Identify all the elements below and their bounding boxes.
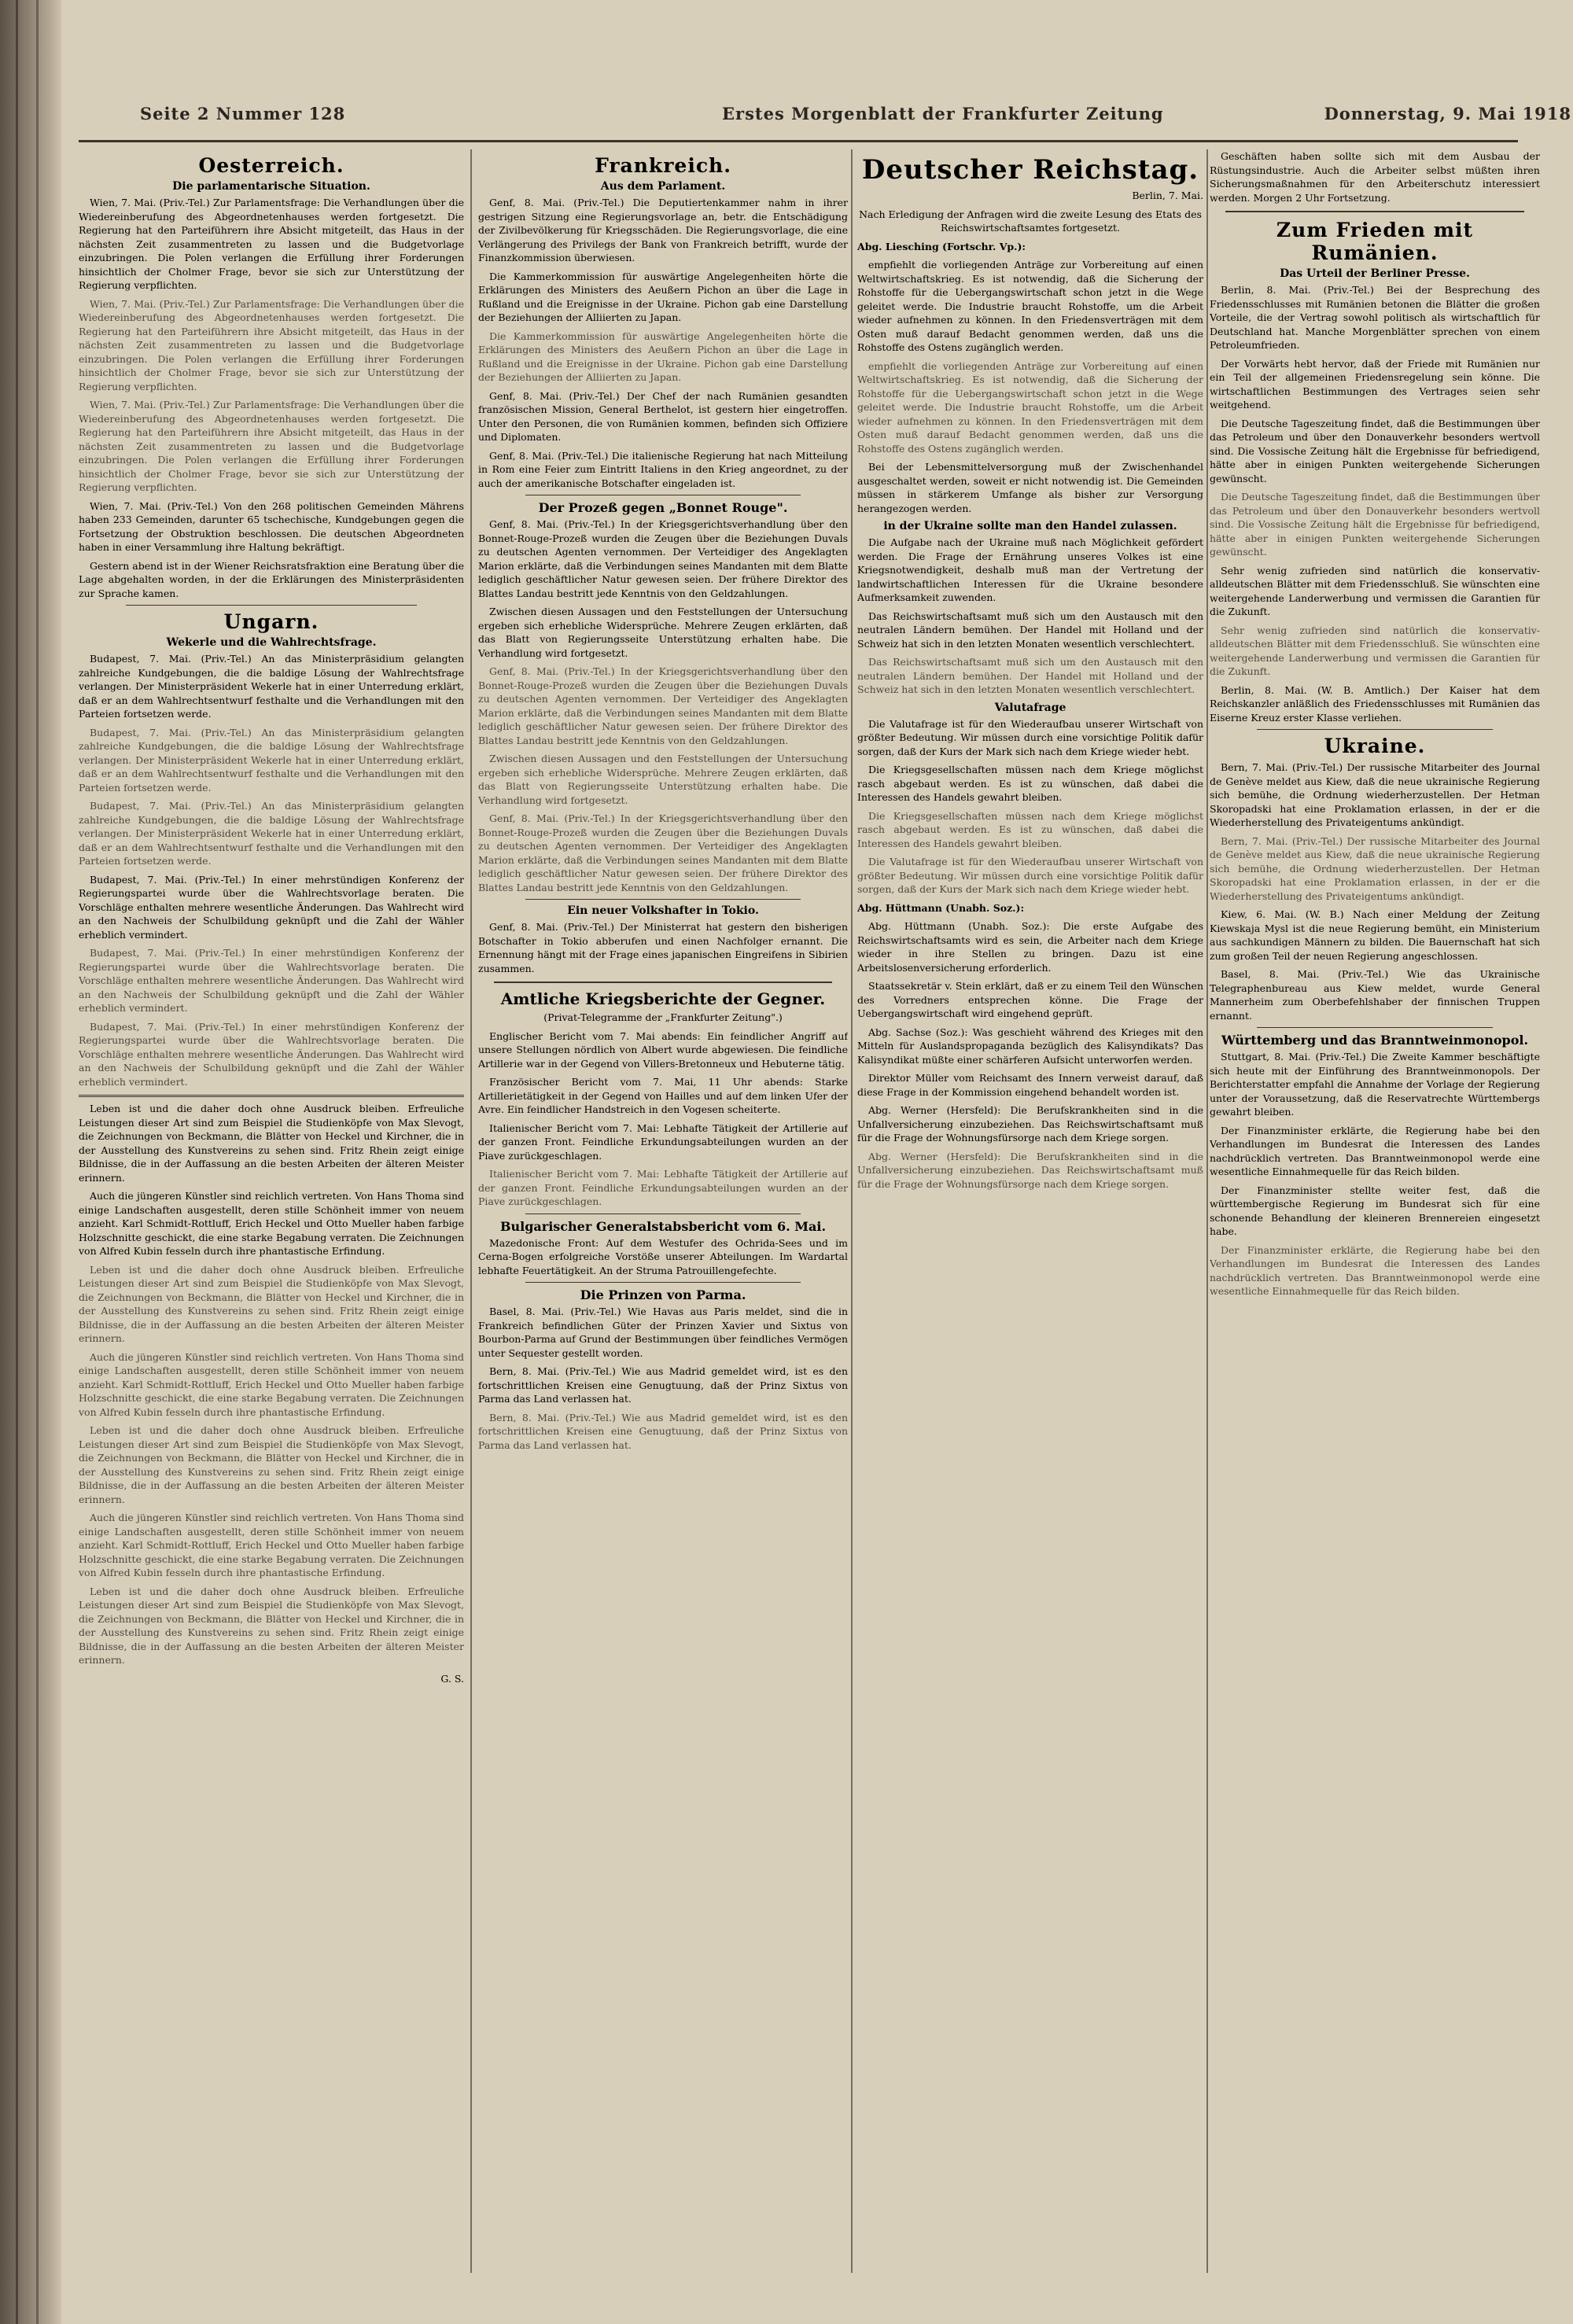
- subheading-prozess: Der Prozeß gegen „Bonnet Rouge".: [538, 500, 788, 515]
- divider: [1225, 211, 1524, 212]
- article-paragraph: Genf, 8. Mai. (Priv.-Tel.) Der Ministerrat hat gestern den bisherigen Botschafter in Tokio abberufen und einen Nachfolger ernannt. Die Ernennung hängt mit der Frage eines japanischen Eingreifens in Sibirien zusammen.: [478, 921, 848, 974]
- section-heading-ukraine: Ukraine.: [1324, 735, 1426, 757]
- article-paragraph: Geschäften haben sollte sich mit dem Ausbau der Rüstungsindustrie. Auch die Arbeiter selbst müßten ihren Sicherungsmaßnahmen für den Arbeiterschutz interessiert werden. Morgen 2 Uhr Fortsetzung.: [1210, 150, 1540, 204]
- subheading: Valutafrage: [994, 701, 1066, 714]
- article-paragraph: Bern, 8. Mai. (Priv.-Tel.) Wie aus Madrid gemeldet wird, ist es den fortschrittlichen Kreisen eine Genugtuung, daß der Prinz Sixtus von Parma das Land verlassen hat.: [478, 1365, 848, 1405]
- article-paragraph: Die Deutsche Tageszeitung findet, daß die Bestimmungen über das Petroleum und über den Donauverkehr besonders wertvoll sind. Die Vossische Zeitung hält die Ergebnisse für befriedigend, hätte aber in einigen Punkten weitergehende Sicherungen gewünscht.: [1210, 491, 1540, 558]
- subheading-kriegsberichte: Amtliche Kriegsberichte der Gegner.: [500, 989, 826, 1008]
- article-paragraph: Genf, 8. Mai. (Priv.-Tel.) Die italienische Regierung hat nach Mitteilung in Rom eine Feier zum Eintritt Italiens in den Krieg angeordnet, zu der auch der amerikanische Botschafter eingeladen ist.: [478, 449, 848, 489]
- article-paragraph: Das Reichswirtschaftsamt muß sich um den Austausch mit den neutralen Ländern bemühen. Der Handel mit Holland und der Schweiz hat sich in den letzten Monaten wesentlich verschlechtert.: [857, 610, 1203, 650]
- divider: [525, 899, 801, 900]
- article-paragraph: empfiehlt die vorliegenden Anträge zur Vorbereitung auf einen Weltwirtschaftskrieg. Es ist notwendig, daß die Sicherung der Rohstoffe für die Uebergangswirtschaft schon jetzt in die Wege geleitet werde. Die Industrie braucht Rohstoffe, um die Arbeit wieder aufnehmen zu können. In den Friedensverträgen mit dem Osten muß darauf Bedacht genommen werden, daß uns die Rohstoffe des Ostens zugänglich werden.: [857, 359, 1203, 455]
- article-paragraph: Genf, 8. Mai. (Priv.-Tel.) In der Kriegsgerichtsverhandlung über den Bonnet-Rouge-Prozeß wurden die Zeugen über die Beziehungen Duvals zu deutschen Agenten vernommen. Der Verteidiger des Angeklagten Marion erklärte, daß die Verbindungen seines Mandanten mit dem Blatte lediglich geschäftlicher Natur gewesen seien. Der frühere Direktor des Blattes Landau bestritt jede Kenntnis von den Geldzahlungen.: [478, 665, 848, 746]
- article-paragraph: Der Finanzminister erklärte, die Regierung habe bei den Verhandlungen im Bundesrat die Interessen des Landes nachdrücklich vertreten. Das Branntweinmonopol werde eine wesentliche Einnahmequelle für das Reich bilden.: [1210, 1124, 1540, 1177]
- article-paragraph: Budapest, 7. Mai. (Priv.-Tel.) An das Ministerpräsidium gelangten zahlreiche Kundgebungen, die die baldige Lösung der Wahlrechtsfrage verlangen. Der Ministerpräsident Wekerle hat in einer Unterredung erklärt, daß er an dem Wahlrechtsentwurf festhalte und die Verhandlungen mit den Parteien fortsetzen werde.: [79, 800, 464, 867]
- article-paragraph: Genf, 8. Mai. (Priv.-Tel.) Die Deputiertenkammer nahm in ihrer gestrigen Sitzung eine Regierungsvorlage an, betr. die Entschädigung der Zivilbevölkerung für Kriegsschäden. Die Regierungsvorlage, die eine Verlängerung des Privilegs der Bank von Frankreich betrifft, wurde der Finanzkommission überwiesen.: [478, 197, 848, 263]
- subheading: in der Ukraine sollte man den Handel zulassen.: [883, 520, 1177, 532]
- binding-edge: [36, 0, 39, 2324]
- article-paragraph: Französischer Bericht vom 7. Mai, 11 Uhr abends: Starke Artillerietätigkeit in der Gegend von Hailles und auf dem linken Ufer der Avre. Ein feindlicher Handstreich in den Vogesen scheiterte.: [478, 1076, 848, 1115]
- subheading: Ein neuer Volkshafter in Tokio.: [567, 904, 759, 917]
- book-binding: [0, 0, 61, 2324]
- column-2: [478, 149, 848, 2273]
- article-paragraph: Genf, 8. Mai. (Priv.-Tel.) In der Kriegsgerichtsverhandlung über den Bonnet-Rouge-Prozeß wurden die Zeugen über die Beziehungen Duvals zu deutschen Agenten vernommen. Der Verteidiger des Angeklagten Marion erklärte, daß die Verbindungen seines Mandanten mit dem Blatte lediglich geschäftlicher Natur gewesen seien. Der frühere Direktor des Blattes Landau bestritt jede Kenntnis von den Geldzahlungen.: [478, 812, 848, 893]
- article-paragraph: Gestern abend ist in der Wiener Reichsratsfraktion eine Beratung über die Lage abgehalten worden, in der die Erklärungen des Ministerpräsidenten zur Sprache kamen.: [79, 559, 464, 599]
- section-heading-ungarn: Ungarn.: [223, 610, 319, 633]
- divider: [525, 1282, 801, 1283]
- article-paragraph: Berlin, 8. Mai. (W. B. Amtlich.) Der Kaiser hat dem Reichskanzler anläßlich des Friedensschlusses mit Rumänien das Eiserne Kreuz erster Klasse verliehen.: [1210, 683, 1540, 724]
- article-paragraph: Die Kriegsgesellschaften müssen nach dem Kriege möglichst rasch abgebaut werden. Es ist zu wünschen, daß dabei die Interessen des Handels gewahrt bleiben.: [857, 764, 1203, 803]
- issue-date: Donnerstag, 9. Mai 1918: [1324, 104, 1571, 123]
- article-paragraph: Basel, 8. Mai. (Priv.-Tel.) Wie das Ukrainische Telegraphenbureau aus Kiew meldet, wurde General Mannerheim zum Oberbefehlshaber der finnischen Truppen ernannt.: [1210, 968, 1540, 1022]
- article-paragraph: Budapest, 7. Mai. (Priv.-Tel.) An das Ministerpräsidium gelangten zahlreiche Kundgebungen, die die baldige Lösung der Wahlrechtsfrage verlangen. Der Ministerpräsident Wekerle hat in einer Unterredung erklärt, daß er an dem Wahlrechtsentwurf festhalte und die Verhandlungen mit den Parteien fortsetzen werde.: [79, 653, 464, 720]
- column-divider: [1206, 149, 1208, 2273]
- subheading: Aus dem Parlament.: [600, 180, 726, 193]
- article-paragraph: Die Kriegsgesellschaften müssen nach dem Kriege möglichst rasch abgebaut werden. Es ist zu wünschen, daß dabei die Interessen des Handels gewahrt bleiben.: [857, 809, 1203, 849]
- article-paragraph: Budapest, 7. Mai. (Priv.-Tel.) In einer mehrstündigen Konferenz der Regierungspartei wurde über die Wahlrechtsvorlage beraten. Die Vorschläge enthalten mehrere wesentliche Änderungen. Das Wahlrecht wird an den Nachweis der Schulbildung geknüpft und die Zahl der Wähler erheblich vermindert.: [79, 1020, 464, 1088]
- article-paragraph: Wien, 7. Mai. (Priv.-Tel.) Von den 268 politischen Gemeinden Mährens haben 233 Gemeinden, darunter 65 tschechische, Kundgebungen gegen die Fortsetzung der Obstruktion beschlossen. Die deutschen Abgeordneten haben in einer Versammlung ihre Haltung bekräftigt.: [79, 499, 464, 553]
- section-heading-frankreich: Frankreich.: [595, 154, 731, 177]
- article-paragraph: Das Reichswirtschaftsamt muß sich um den Austausch mit den neutralen Ländern bemühen. Der Handel mit Holland und der Schweiz hat sich in den letzten Monaten wesentlich verschlechtert.: [857, 656, 1203, 695]
- feuilleton: [79, 1095, 464, 1685]
- article-paragraph: Staatssekretär v. Stein erklärt, daß er zu einem Teil den Wünschen des Vorredners entsprechen könne. Die Frage der Uebergangswirtschaft wird eingehend geprüft.: [857, 980, 1203, 1019]
- dateline: Berlin, 7. Mai.: [1132, 190, 1203, 201]
- feuilleton-paragraph: Leben ist und die daher doch ohne Ausdruck bleiben. Erfreuliche Leistungen dieser Art sind zum Beispiel die Studienköpfe von Max Slevogt, die Zeichnungen von Beckmann, die Blätter von Heckel und Kirchner, die in der Ausstellung des Kunstvereins zu sehen sind. Fritz Rhein zeigt einige Bildnisse, die in der Auffassung an die besten Arbeiten der älteren Meister erinnern.: [79, 1103, 464, 1184]
- speaker: Abg. Liesching (Fortschr. Vp.):: [857, 240, 1026, 252]
- article-paragraph: Bei der Lebensmittelversorgung muß der Zwischenhandel ausgeschaltet werden, soweit er nicht notwendig ist. Die Gemeinden müssen in stärkerem Umfange als bisher zur Versorgung herangezogen werden.: [857, 461, 1203, 514]
- article-paragraph: Budapest, 7. Mai. (Priv.-Tel.) In einer mehrstündigen Konferenz der Regierungspartei wurde über die Wahlrechtsvorlage beraten. Die Vorschläge enthalten mehrere wesentliche Änderungen. Das Wahlrecht wird an den Nachweis der Schulbildung geknüpft und die Zahl der Wähler erheblich vermindert.: [79, 873, 464, 941]
- article-paragraph: Wien, 7. Mai. (Priv.-Tel.) Zur Parlamentsfrage: Die Verhandlungen über die Wiedereinberufung des Abgeordnetenhauses werden fortgesetzt. Die Regierung hat den Parteiführern ihre Absicht mitgeteilt, das Haus in der nächsten Zeit zusammentreten zu lassen und die Budgetvorlage einzubringen. Die Polen verlangen die Erfüllung ihrer Forderungen hinsichtlich der Cholmer Frage, bevor sie sich zur Unterstützung der Regierung verpflichten.: [79, 297, 464, 392]
- subheading-bulgarisch: Bulgarischer Generalstabsbericht vom 6. Mai.: [499, 1218, 827, 1234]
- section-heading-reichstag: Deutscher Reichstag.: [861, 154, 1199, 186]
- signature: G. S.: [440, 1672, 464, 1685]
- article-paragraph: Bern, 7. Mai. (Priv.-Tel.) Der russische Mitarbeiter des Journal de Genève meldet aus Kiew, daß die neue ukrainische Regierung sich bemühe, die Ordnung wiederherzustellen. Der Hetman Skoropadski hat eine Proklamation erlassen, in der er die Wiederherstellung des Privateigentums ankündigt.: [1210, 834, 1540, 902]
- section-heading-frieden: Zum Frieden mit Rumänien.: [1276, 219, 1474, 264]
- article-paragraph: Der Finanzminister erklärte, die Regierung habe bei den Verhandlungen im Bundesrat die Interessen des Landes nachdrücklich vertreten. Das Branntweinmonopol werde eine wesentliche Einnahmequelle für das Reich bilden.: [1210, 1243, 1540, 1297]
- subheading-wuerttemberg: Württemberg und das Branntweinmonopol.: [1221, 1033, 1529, 1048]
- article-paragraph: Wien, 7. Mai. (Priv.-Tel.) Zur Parlamentsfrage: Die Verhandlungen über die Wiedereinberufung des Abgeordnetenhauses werden fortgesetzt. Die Regierung hat den Parteiführern ihre Absicht mitgeteilt, das Haus in der nächsten Zeit zusammentreten zu lassen und die Budgetvorlage einzubringen. Die Polen verlangen die Erfüllung ihrer Forderungen hinsichtlich der Cholmer Frage, bevor sie sich zur Unterstützung der Regierung verpflichten.: [79, 197, 464, 291]
- article-paragraph: Italienischer Bericht vom 7. Mai: Lebhafte Tätigkeit der Artillerie auf der ganzen Front. Feindliche Erkundungsabteilungen wurden an der Piave zurückgeschlagen.: [478, 1168, 848, 1207]
- article-paragraph: Italienischer Bericht vom 7. Mai: Lebhafte Tätigkeit der Artillerie auf der ganzen Front. Feindliche Erkundungsabteilungen wurden an der Piave zurückgeschlagen.: [478, 1121, 848, 1162]
- feuilleton-paragraph: Leben ist und die daher doch ohne Ausdruck bleiben. Erfreuliche Leistungen dieser Art sind zum Beispiel die Studienköpfe von Max Slevogt, die Zeichnungen von Beckmann, die Blätter von Heckel und Kirchner, die in der Ausstellung des Kunstvereins zu sehen sind. Fritz Rhein zeigt einige Bildnisse, die in der Auffassung an die besten Arbeiten der älteren Meister erinnern.: [79, 1263, 464, 1344]
- article-paragraph: Zwischen diesen Aussagen und den Feststellungen der Untersuchung ergeben sich erhebliche Widersprüche. Mehrere Zeugen erklärten, daß das Blatt von Regierungsseite Unterstützung erhalten habe. Die Verhandlung wird fortgesetzt.: [478, 753, 848, 806]
- article-paragraph: Abg. Sachse (Soz.): Was geschieht während des Krieges mit den Mitteln für Auslandspropaganda bezüglich des Kalisyndikats? Das Kalisyndikat müßte einer schärferen Aufsicht unterworfen werden.: [857, 1026, 1203, 1066]
- feuilleton-paragraph: Auch die jüngeren Künstler sind reichlich vertreten. Von Hans Thoma sind einige Landschaften ausgestellt, deren stille Schönheit immer von neuem anzieht. Karl Schmidt-Rottluff, Erich Heckel und Otto Mueller haben farbige Holzschnitte geschickt, die eine starke Begabung verraten. Die Zeichnungen von Alfred Kubin fesseln durch ihre phantastische Erfindung.: [79, 1512, 464, 1578]
- article-paragraph: Stuttgart, 8. Mai. (Priv.-Tel.) Die Zweite Kammer beschäftigte sich heute mit der Einführung des Branntweinmonopols. Der Berichterstatter empfahl die Annahme der Vorlage der Regierung unter der Voraussetzung, daß die Reservatrechte Württembergs gewahrt bleiben.: [1210, 1051, 1540, 1118]
- column-3: [857, 149, 1203, 2273]
- article-paragraph: Kiew, 6. Mai. (W. B.) Nach einer Meldung der Zeitung Kiewskaja Mysl ist die neue Regierung bemüht, ein Ministerium aus sachkundigen Männern zu bilden. Die Bauernschaft hat sich zum großen Teil der neuen Regierung angeschlossen.: [1210, 908, 1540, 962]
- article-paragraph: Bern, 7. Mai. (Priv.-Tel.) Der russische Mitarbeiter des Journal de Genève meldet aus Kiew, daß die neue ukrainische Regierung sich bemühe, die Ordnung wiederherzustellen. Der Hetman Skoropadski hat eine Proklamation erlassen, in der er die Wiederherstellung des Privateigentums ankündigt.: [1210, 761, 1540, 828]
- column-4: [1210, 149, 1540, 2273]
- article-paragraph: Budapest, 7. Mai. (Priv.-Tel.) In einer mehrstündigen Konferenz der Regierungspartei wurde über die Wahlrechtsvorlage beraten. Die Vorschläge enthalten mehrere wesentliche Änderungen. Das Wahlrecht wird an den Nachweis der Schulbildung geknüpft und die Zahl der Wähler erheblich vermindert.: [79, 947, 464, 1014]
- feuilleton-paragraph: Auch die jüngeren Künstler sind reichlich vertreten. Von Hans Thoma sind einige Landschaften ausgestellt, deren stille Schönheit immer von neuem anzieht. Karl Schmidt-Rottluff, Erich Heckel und Otto Mueller haben farbige Holzschnitte geschickt, die eine starke Begabung verraten. Die Zeichnungen von Alfred Kubin fesseln durch ihre phantastische Erfindung.: [79, 1350, 464, 1418]
- feuilleton-paragraph: Leben ist und die daher doch ohne Ausdruck bleiben. Erfreuliche Leistungen dieser Art sind zum Beispiel die Studienköpfe von Max Slevogt, die Zeichnungen von Beckmann, die Blätter von Heckel und Kirchner, die in der Ausstellung des Kunstvereins zu sehen sind. Fritz Rhein zeigt einige Bildnisse, die in der Auffassung an die besten Arbeiten der älteren Meister erinnern.: [79, 1424, 464, 1505]
- article-paragraph: Direktor Müller vom Reichsamt des Innern verweist darauf, daß diese Frage in der Kommission eingehend behandelt worden ist.: [857, 1072, 1203, 1098]
- article-paragraph: Zwischen diesen Aussagen und den Feststellungen der Untersuchung ergeben sich erhebliche Widersprüche. Mehrere Zeugen erklärten, daß das Blatt von Regierungsseite Unterstützung erhalten habe. Die Verhandlung wird fortgesetzt.: [478, 606, 848, 659]
- article-paragraph: Basel, 8. Mai. (Priv.-Tel.) Wie Havas aus Paris meldet, sind die in Frankreich befindlichen Güter der Prinzen Xavier und Sixtus von Bourbon-Parma auf Grund der Bestimmungen über feindliches Vermögen unter Sequester gestellt worden.: [478, 1306, 848, 1359]
- divider: [494, 982, 832, 983]
- masthead: [140, 104, 1573, 135]
- article-paragraph: Bern, 8. Mai. (Priv.-Tel.) Wie aus Madrid gemeldet wird, ist es den fortschrittlichen Kreisen eine Genugtuung, daß der Prinz Sixtus von Parma das Land verlassen hat.: [478, 1411, 848, 1451]
- article-paragraph: Abg. Hüttmann (Unabh. Soz.): Die erste Aufgabe des Reichswirtschaftsamts wird es sein, die Arbeiter nach dem Kriege wieder in ihre Stellen zu bringen. Dazu ist eine Arbeitslosenversicherung erforderlich.: [857, 920, 1203, 974]
- article-paragraph: Genf, 8. Mai. (Priv.-Tel.) In der Kriegsgerichtsverhandlung über den Bonnet-Rouge-Prozeß wurden die Zeugen über die Beziehungen Duvals zu deutschen Agenten vernommen. Der Verteidiger des Angeklagten Marion erklärte, daß die Verbindungen seines Mandanten mit dem Blatte lediglich geschäftlicher Natur gewesen seien. Der frühere Direktor des Blattes Landau bestritt jede Kenntnis von den Geldzahlungen.: [478, 518, 848, 599]
- article-paragraph: Die Kammerkommission für auswärtige Angelegenheiten hörte die Erklärungen des Ministers des Aeußern Pichon an über die Lage in Rußland und die Ereignisse in der Ukraine. Pichon gab eine Darstellung der Beziehungen der Alliierten zu Japan.: [478, 330, 848, 383]
- article-paragraph: Wien, 7. Mai. (Priv.-Tel.) Zur Parlamentsfrage: Die Verhandlungen über die Wiedereinberufung des Abgeordnetenhauses werden fortgesetzt. Die Regierung hat den Parteiführern ihre Absicht mitgeteilt, das Haus in der nächsten Zeit zusammentreten zu lassen und die Budgetvorlage einzubringen. Die Polen verlangen die Erfüllung ihrer Forderungen hinsichtlich der Cholmer Frage, bevor sie sich zur Unterstützung der Regierung verpflichten.: [79, 399, 464, 493]
- intro: Nach Erledigung der Anfragen wird die zweite Lesung des Etats des Reichswirtschaftsamtes fortgesetzt.: [859, 208, 1202, 234]
- article-paragraph: Mazedonische Front: Auf dem Westufer des Ochrida-Sees und im Cerna-Bogen erfolgreiche Vorstöße unserer Abteilungen. Im Wardartal lebhafte Feuertätigkeit. An der Struma Patrouillengefechte.: [478, 1236, 848, 1276]
- subheading: Wekerle und die Wahlrechtsfrage.: [166, 636, 377, 649]
- article-paragraph: Genf, 8. Mai. (Priv.-Tel.) Der Chef der nach Rumänien gesandten französischen Mission, General Berthelot, ist gestern hier eingetroffen. Unter den Personen, die von Rumänien kommen, befinden sich Offiziere und Diplomaten.: [478, 389, 848, 443]
- divider: [1257, 729, 1493, 730]
- note: (Privat-Telegramme der „Frankfurter Zeitung".): [543, 1011, 783, 1023]
- column-divider: [851, 149, 853, 2273]
- subheading: Das Urteil der Berliner Presse.: [1280, 267, 1470, 280]
- subheading-parma: Die Prinzen von Parma.: [580, 1287, 746, 1302]
- subheading: Die parlamentarische Situation.: [172, 180, 370, 193]
- article-paragraph: Abg. Werner (Hersfeld): Die Berufskrankheiten sind in die Unfallversicherung einzubeziehen. Das Reichswirtschaftsamt muß für die Frage der Wohnungsfürsorge nach dem Kriege sorgen.: [857, 1104, 1203, 1144]
- article-paragraph: Die Kammerkommission für auswärtige Angelegenheiten hörte die Erklärungen des Ministers des Aeußern Pichon an über die Lage in Rußland und die Ereignisse in der Ukraine. Pichon gab eine Darstellung der Beziehungen der Alliierten zu Japan.: [478, 270, 848, 323]
- divider: [1257, 1027, 1493, 1028]
- article-paragraph: empfiehlt die vorliegenden Anträge zur Vorbereitung auf einen Weltwirtschaftskrieg. Es ist notwendig, daß die Sicherung der Rohstoffe für die Uebergangswirtschaft schon jetzt in die Wege geleitet werde. Die Industrie braucht Rohstoffe, um die Arbeit wieder aufnehmen zu können. In den Friedensverträgen mit dem Osten muß darauf Bedacht genommen werden, daß uns die Rohstoffe des Ostens zugänglich werden.: [857, 259, 1203, 353]
- speaker: Abg. Hüttmann (Unabh. Soz.):: [857, 901, 1025, 914]
- feuilleton-paragraph: Auch die jüngeren Künstler sind reichlich vertreten. Von Hans Thoma sind einige Landschaften ausgestellt, deren stille Schönheit immer von neuem anzieht. Karl Schmidt-Rottluff, Erich Heckel und Otto Mueller haben farbige Holzschnitte geschickt, die eine starke Begabung verraten. Die Zeichnungen von Alfred Kubin fesseln durch ihre phantastische Erfindung.: [79, 1190, 464, 1257]
- article-paragraph: Englischer Bericht vom 7. Mai abends: Ein feindlicher Angriff auf unsere Stellungen nördlich von Albert wurde abgewiesen. Die feindliche Artillerie war in der Gegend von Villers-Bretonneux und Hebuterne tätig.: [478, 1029, 848, 1070]
- binding-edge: [16, 0, 18, 2324]
- newspaper-title: Erstes Morgenblatt der Frankfurter Zeitung: [722, 104, 1164, 123]
- article-paragraph: Die Valutafrage ist für den Wiederaufbau unserer Wirtschaft von größter Bedeutung. Wir müssen durch eine vorsichtige Politik dafür sorgen, daß der Kurs der Mark sich nach dem Kriege wieder hebt.: [857, 856, 1203, 895]
- article-paragraph: Budapest, 7. Mai. (Priv.-Tel.) An das Ministerpräsidium gelangten zahlreiche Kundgebungen, die die baldige Lösung der Wahlrechtsfrage verlangen. Der Ministerpräsident Wekerle hat in einer Unterredung erklärt, daß er an dem Wahlrechtsentwurf festhalte und die Verhandlungen mit den Parteien fortsetzen werde.: [79, 726, 464, 794]
- column-divider: [470, 149, 472, 2273]
- page-number: Seite 2 Nummer 128: [140, 104, 346, 123]
- article-paragraph: Die Valutafrage ist für den Wiederaufbau unserer Wirtschaft von größter Bedeutung. Wir müssen durch eine vorsichtige Politik dafür sorgen, daß der Kurs der Mark sich nach dem Kriege wieder hebt.: [857, 717, 1203, 757]
- article-paragraph: Die Aufgabe nach der Ukraine muß nach Möglichkeit gefördert werden. Die Frage der Ernährung unseres Volkes ist eine Kriegsnotwendigkeit, deshalb muß man der Vertretung der landwirtschaftlichen Interessen für die Ukraine besondere Aufmerksamkeit zuwenden.: [857, 536, 1203, 603]
- article-paragraph: Sehr wenig zufrieden sind natürlich die konservativ-alldeutschen Blätter mit dem Friedensschluß. Sie wünschten eine weitergehende Landerwerbung und vermissen die Garantien für die Zukunft.: [1210, 564, 1540, 617]
- feuilleton-paragraph: Leben ist und die daher doch ohne Ausdruck bleiben. Erfreuliche Leistungen dieser Art sind zum Beispiel die Studienköpfe von Max Slevogt, die Zeichnungen von Beckmann, die Blätter von Heckel und Kirchner, die in der Ausstellung des Kunstvereins zu sehen sind. Fritz Rhein zeigt einige Bildnisse, die in der Auffassung an die besten Arbeiten der älteren Meister erinnern.: [79, 1585, 464, 1666]
- section-heading-oesterreich: Oesterreich.: [198, 154, 344, 177]
- article-paragraph: Berlin, 8. Mai. (Priv.-Tel.) Bei der Besprechung des Friedensschlusses mit Rumänien betonen die Blätter die großen Vorteile, die der Vertrag sowohl politisch als wirtschaftlich für Deutschland hat. Manche Morgenblätter sprechen von einem Petroleumfrieden.: [1210, 284, 1540, 351]
- article-paragraph: Der Finanzminister stellte weiter fest, daß die württembergische Regierung im Bundesrat sich für eine schonende Behandlung der kleineren Brennereien eingesetzt habe.: [1210, 1184, 1540, 1237]
- article-paragraph: Sehr wenig zufrieden sind natürlich die konservativ-alldeutschen Blätter mit dem Friedensschluß. Sie wünschten eine weitergehende Landerwerbung und vermissen die Garantien für die Zukunft.: [1210, 624, 1540, 677]
- article-paragraph: Der Vorwärts hebt hervor, daß der Friede mit Rumänien nur ein Teil der allgemeinen Friedensregelung sein könne. Die wirtschaftlichen Bestimmungen des Vertrages seien sehr weitgehend.: [1210, 357, 1540, 411]
- column-1: [79, 149, 464, 2273]
- divider: [126, 605, 417, 606]
- article-paragraph: Die Deutsche Tageszeitung findet, daß die Bestimmungen über das Petroleum und über den Donauverkehr besonders wertvoll sind. Die Vossische Zeitung hält die Ergebnisse für befriedigend, hätte aber in einigen Punkten weitergehende Sicherungen gewünscht.: [1210, 417, 1540, 484]
- header-rule: [79, 140, 1518, 142]
- article-paragraph: Abg. Werner (Hersfeld): Die Berufskrankheiten sind in die Unfallversicherung einzubeziehen. Das Reichswirtschaftsamt muß für die Frage der Wohnungsfürsorge nach dem Kriege sorgen.: [857, 1150, 1203, 1190]
